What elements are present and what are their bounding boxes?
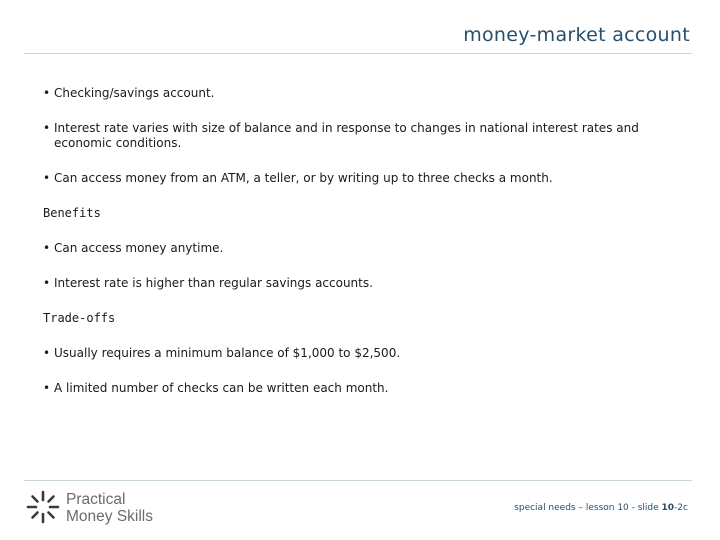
logo-wordmark: Practical Money Skills bbox=[66, 491, 153, 525]
bullet-dot-icon: • bbox=[43, 346, 51, 360]
bullet-dot-icon: • bbox=[43, 381, 51, 395]
bullet-item: • Can access money from an ATM, a teller, or by writing up to three checks a month. bbox=[43, 171, 553, 185]
benefits-heading: Benefits bbox=[43, 206, 101, 220]
bullet-dot-icon: • bbox=[43, 86, 51, 100]
bullet-item: • Interest rate varies with size of balance and in response to changes in national interest rates and economic conditions. bbox=[43, 121, 639, 150]
bullet-dot-icon: • bbox=[43, 121, 51, 135]
bullet-dot-icon: • bbox=[43, 171, 51, 185]
bottom-divider bbox=[24, 480, 692, 481]
footer-slide-number: 10 bbox=[661, 503, 675, 513]
slide-title: money-market account bbox=[463, 24, 690, 46]
bullet-item: • Checking/savings account. bbox=[43, 86, 215, 100]
bullet-item: • A limited number of checks can be written each month. bbox=[43, 381, 389, 395]
bullet-dot-icon: • bbox=[43, 241, 51, 255]
bullet-dot-icon: • bbox=[43, 276, 51, 290]
bullet-item: • Can access money anytime. bbox=[43, 241, 224, 255]
top-divider bbox=[24, 53, 692, 54]
slide-footer: special needs – lesson 10 - slide 10-2c bbox=[514, 503, 688, 513]
tradeoffs-heading: Trade-offs bbox=[43, 311, 116, 325]
slide-content bbox=[43, 86, 693, 396]
bullet-item: • Usually requires a minimum balance of $1,000 to $2,500. bbox=[43, 346, 401, 360]
practical-money-skills-logo bbox=[26, 490, 166, 528]
starburst-logo-icon bbox=[26, 490, 60, 524]
bullet-item: • Interest rate is higher than regular savings accounts. bbox=[43, 276, 373, 290]
